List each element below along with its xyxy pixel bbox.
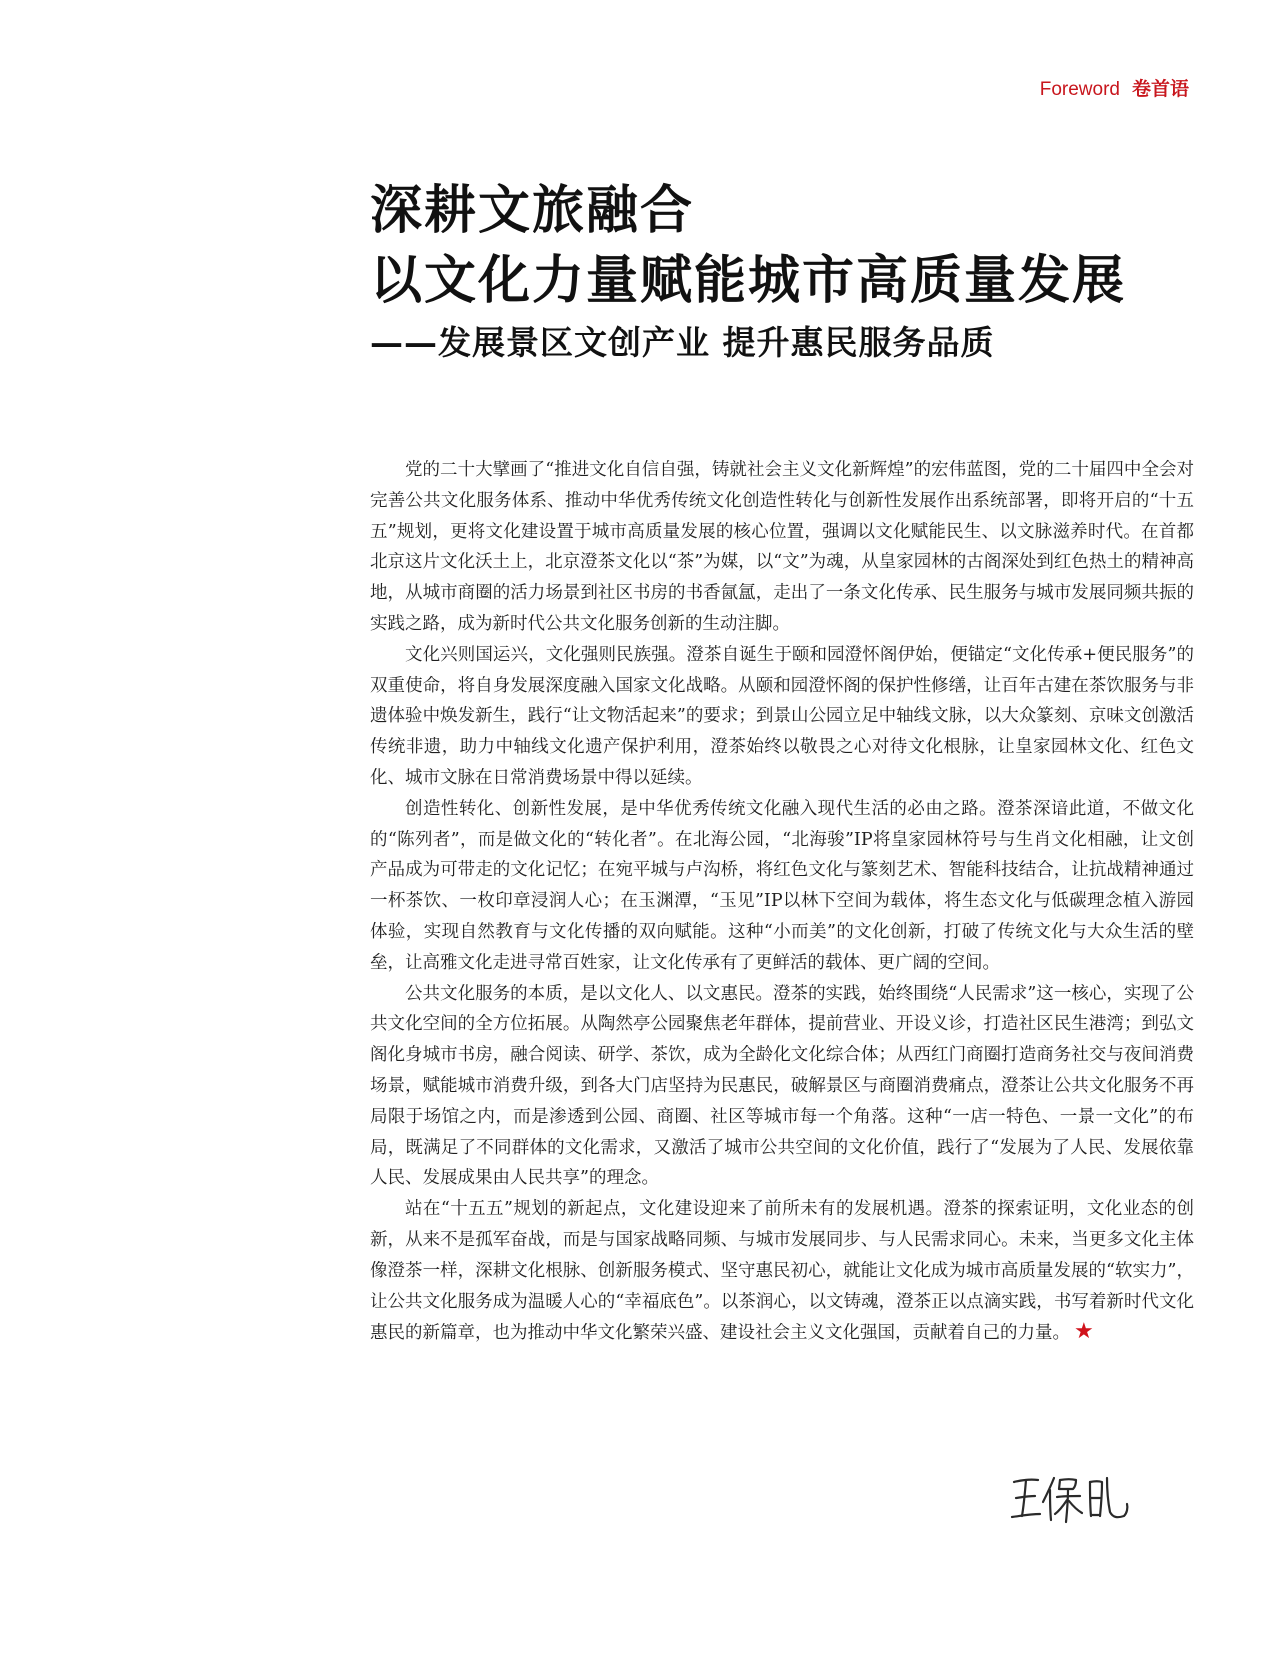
- article-body: [370, 455, 1194, 1349]
- main-title-line-2: 以文化力量赋能城市高质量发展: [370, 250, 1127, 311]
- section-label-en: Foreword: [1039, 79, 1120, 100]
- section-header: [1040, 74, 1189, 101]
- paragraph-5: [370, 1194, 1194, 1349]
- main-title-line-1: 深耕文旅融合: [370, 180, 695, 241]
- section-label-zh: 卷首语: [1131, 79, 1189, 100]
- paragraph-4: 公共文化服务的本质，是以文化人、以文惠民。澄茶的实践，始终围绕“人民需求”这一核心，实现了公共文化空间的全方位拓展。从陶然亭公园聚焦老年群体，提前营业、开设义诊，打造社区民生港湾；到弘文阁化身城市书房，融合阅读、研学、茶饮，成为全龄化文化综合体；从西红门商圈打造商务社交与夜间消费场景，赋能城市消费升级，到各大门店坚持为民惠民，破解景区与商圈消费痛点，澄茶让公共文化服务不再局限于场馆之内，而是渗透到公园、商圈、社区等城市每一个角落。这种“一店一特色、一景一文化”的布局，既满足了不同群体的文化需求，又激活了城市公共空间的文化价值，践行了“发展为了人民、发展依靠人民、发展成果由人民共享”的理念。: [370, 983, 1194, 1189]
- handwritten-signature: [1010, 1470, 1130, 1525]
- subtitle: ——发展景区文创产业 提升惠民服务品质: [370, 323, 995, 362]
- paragraph-5-text: 站在“十五五”规划的新起点，文化建设迎来了前所未有的发展机遇。澄茶的探索证明，文化业态的创新，从来不是孤军奋战，而是与国家战略同频、与城市发展同步、与人民需求同心。未来，当更多文化主体像澄茶一样，深耕文化根脉、创新服务模式、坚守惠民初心，就能让文化成为城市高质量发展的“软实力”，让公共文化服务成为温暖人心的“幸福底色”。以茶润心，以文铸魂，澄茶正以点滴实践，书写着新时代文化惠民的新篇章，也为推动中华文化繁荣兴盛、建设社会主义文化强国，贡献着自己的力量。: [370, 1199, 1194, 1344]
- paragraph-2: 文化兴则国运兴，文化强则民族强。澄茶自诞生于颐和园澄怀阁伊始，便锚定“文化传承+便民服务”的双重使命，将自身发展深度融入国家文化战略。从颐和园澄怀阁的保护性修缮，让百年古建在茶饮服务与非遗体验中焕发新生，践行“让文物活起来”的要求；到景山公园立足中轴线文脉，以大众篆刻、京味文创激活传统非遗，助力中轴线文化遗产保护利用，澄茶始终以敬畏之心对待文化根脉，让皇家园林文化、红色文化、城市文脉在日常消费场景中得以延续。: [370, 644, 1194, 788]
- paragraph-1: 党的二十大擘画了“推进文化自信自强，铸就社会主义文化新辉煌”的宏伟蓝图，党的二十届四中全会对完善公共文化服务体系、推动中华优秀传统文化创造性转化与创新性发展作出系统部署，即将开启的“十五五”规划，更将文化建设置于城市高质量发展的核心位置，强调以文化赋能民生、以文脉滋养时代。在首都北京这片文化沃土上，北京澄茶文化以“茶”为媒，以“文”为魂，从皇家园林的古阁深处到红色热土的精神高地，从城市商圈的活力场景到社区书房的书香氤氲，走出了一条文化传承、民生服务与城市发展同频共振的实践之路，成为新时代公共文化服务创新的生动注脚。: [370, 460, 1194, 634]
- end-star-icon: ★: [1074, 1319, 1094, 1345]
- title-block: [370, 176, 1190, 366]
- paragraph-3: 创造性转化、创新性发展，是中华优秀传统文化融入现代生活的必由之路。澄茶深谙此道，不做文化的“陈列者”，而是做文化的“转化者”。在北海公园，“北海骏”IP将皇家园林符号与生肖文化相融，让文创产品成为可带走的文化记忆；在宛平城与卢沟桥，将红色文化与篆刻艺术、智能科技结合，让抗战精神通过一杯茶饮、一枚印章浸润人心；在玉渊潭，“玉见”IP以林下空间为载体，将生态文化与低碳理念植入游园体验，实现自然教育与文化传播的双向赋能。这种“小而美”的文化创新，打破了传统文化与大众生活的壁垒，让高雅文化走进寻常百姓家，让文化传承有了更鲜活的载体、更广阔的空间。: [370, 798, 1194, 973]
